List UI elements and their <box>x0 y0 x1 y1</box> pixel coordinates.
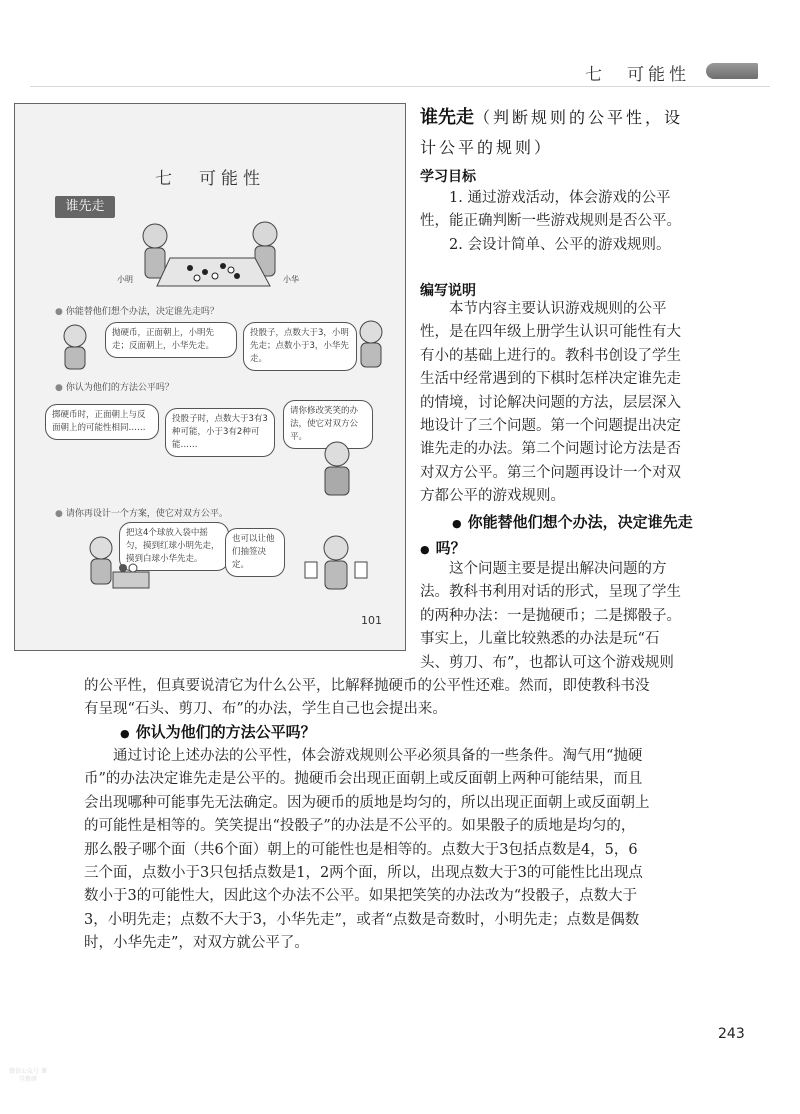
child-with-balls-icon <box>73 534 153 594</box>
para2-line: 会出现哪种可能事先无法确定。因为硬币的质地是均匀的，所以出现正面朝上或反面朝上 <box>84 794 650 811</box>
inset-bubble-coin: 抛硬币，正面朝上，小明先走；反面朝上，小华先走。 <box>105 322 237 358</box>
inset-label-xiaoming: 小明 <box>117 275 133 284</box>
header-tab-decoration <box>706 63 758 79</box>
para1-full-line: 的公平性，但真要说清它为什么公平，比解释抛硬币的公平性还难。然而，即使教科书没 <box>84 678 650 694</box>
paragraph-2 <box>84 745 760 956</box>
para1-full-line: 有呈现“石头、剪刀、布”的办法，学生自己也会提出来。 <box>84 701 447 718</box>
bullet-1-line2-text: 吗？ <box>435 539 466 557</box>
paragraph-1-continued <box>84 675 760 722</box>
paragraph-1 <box>420 558 760 675</box>
goal-item-1-line1: 1. 通过游戏活动，体会游戏的公平 <box>449 190 671 206</box>
notes-paragraph <box>420 298 760 509</box>
para2-line: 三个面，点数小于3只包括点数是1，2两个面，所以，出现点数大于3的可能性比出现点 <box>84 865 643 882</box>
section-subtitle-line2: 计公平的规则） <box>420 138 554 157</box>
inset-page-number: 101 <box>361 614 382 627</box>
para2-line: 3，小明先走；点数不大于3，小华先走”，或者“点数是奇数时，小明先走；点数是偶数 <box>84 911 640 928</box>
inset-question-2: ● 你认为他们的方法公平吗？ <box>55 380 174 393</box>
running-header-title: 七 可能性 <box>585 65 690 85</box>
para2-line: 数小于3的可能性大，因此这个办法不公平。如果把笑笑的办法改为“投骰子，点数大于 <box>84 888 638 905</box>
inset-bubble-dice: 投骰子，点数大于3，小明先走；点数小于3，小华先走。 <box>243 322 357 371</box>
teacher-figure-icon <box>315 440 359 500</box>
inset-label-xiaohua: 小华 <box>283 275 299 284</box>
inset-bubble-teacher: 请你修改笑笑的办法，使它对双方公平。 <box>283 400 373 449</box>
textbook-page-inset <box>14 103 406 651</box>
bullet-1-line1: ● 你能替他们想个办法，决定谁先走 <box>420 510 760 536</box>
para2-line: 的可能性是相等的。笑笑提出“投骰子”的办法是不公平的。如果骰子的质地是均匀的， <box>84 818 636 835</box>
para1-line: 事实上，儿童比较熟悉的办法是玩“石 <box>420 631 660 648</box>
goals-heading: 学习目标 <box>420 169 476 185</box>
notes-line: 的情境，讨论解决问题的方法，层层深入 <box>420 394 681 411</box>
para2-line: 时，小华先走”，对双方就公平了。 <box>84 935 309 952</box>
header-divider <box>30 86 770 87</box>
notes-line: 性，是在四年级上册学生认识可能性有大 <box>420 324 681 341</box>
notes-line: 方都公平的游戏规则。 <box>420 488 565 505</box>
girl-figure-icon <box>351 318 391 372</box>
section-title-main: 谁先走 <box>420 107 474 128</box>
para2-line: 那么骰子哪个面（共6个面）朝上的可能性也是相等的。点数大于3包括点数是4，5，6 <box>84 841 638 858</box>
inset-bubble-ball: 把这4个球放入袋中摇匀，摸到红球小明先走，摸到白球小华先走。 <box>119 522 229 571</box>
para1-line: 法。教科书利用对话的形式，呈现了学生 <box>420 584 681 601</box>
section-title <box>420 103 760 163</box>
bullet-question-2: ● 你认为他们的方法公平吗？ <box>84 720 796 746</box>
notes-line: 本节内容主要认识游戏规则的公平 <box>449 301 667 317</box>
goals-list <box>420 187 760 257</box>
page-number: 243 <box>718 1026 745 1042</box>
goal-item-1-line2: 性，能正确判断一些游戏规则是否公平。 <box>420 213 681 230</box>
notes-heading: 编写说明 <box>420 283 476 299</box>
child-figure-icon <box>55 322 95 372</box>
inset-bubble-dice-unfair: 投骰子时，点数大于3有3种可能，小于3有2种可能…… <box>165 408 275 457</box>
inset-bubble-coin-fair: 掷硬币时，正面朝上与反面朝上的可能性相同…… <box>45 404 159 440</box>
notes-line: 地设计了三个问题。第一个问题提出决定 <box>420 418 681 435</box>
inset-chapter-title: 七 可能性 <box>155 169 265 189</box>
para2-line: 通过讨论上述办法的公平性，体会游戏规则公平必须具备的一些条件。淘气用“抛硬 <box>113 748 643 764</box>
notes-line: 对双方公平。第三个问题再设计一个对双 <box>420 464 681 481</box>
para1-line: 头、剪刀、布”，也都认可这个游戏规则 <box>420 654 674 671</box>
watermark: 微信公众号 课堂教研 <box>9 1068 47 1083</box>
inset-question-1: ● 你能替他们想个办法，决定谁先走吗？ <box>55 304 219 317</box>
notes-line: 有小的基础上进行的。教科书创设了学生 <box>420 347 681 364</box>
inset-section-tag: 谁先走 <box>55 196 115 218</box>
notes-line: 生活中经常遇到的下棋时怎样决定谁先走 <box>420 371 681 388</box>
para1-line: 这个问题主要是提出解决问题的方 <box>449 561 667 577</box>
para2-line: 币”的办法决定谁先走是公平的。抛硬币会出现正面朝上或反面朝上两种可能结果，而且 <box>84 771 643 788</box>
child-with-lots-icon <box>301 534 371 598</box>
inset-bubble-lots: 也可以让他们抽签决定。 <box>225 528 285 577</box>
para1-line: 的两种办法：一是抛硬币；二是掷骰子。 <box>420 607 681 624</box>
notes-line: 谁先走的办法。第二个问题讨论方法是否 <box>420 441 681 458</box>
section-subtitle-line1: （判断规则的公平性，设 <box>474 108 684 127</box>
bullet-question-1 <box>420 510 760 562</box>
inset-question-3: ● 请你再设计一个方案，使它对双方公平。 <box>55 506 228 519</box>
goal-item-2: 2. 会设计简单、公平的游戏规则。 <box>449 236 671 253</box>
